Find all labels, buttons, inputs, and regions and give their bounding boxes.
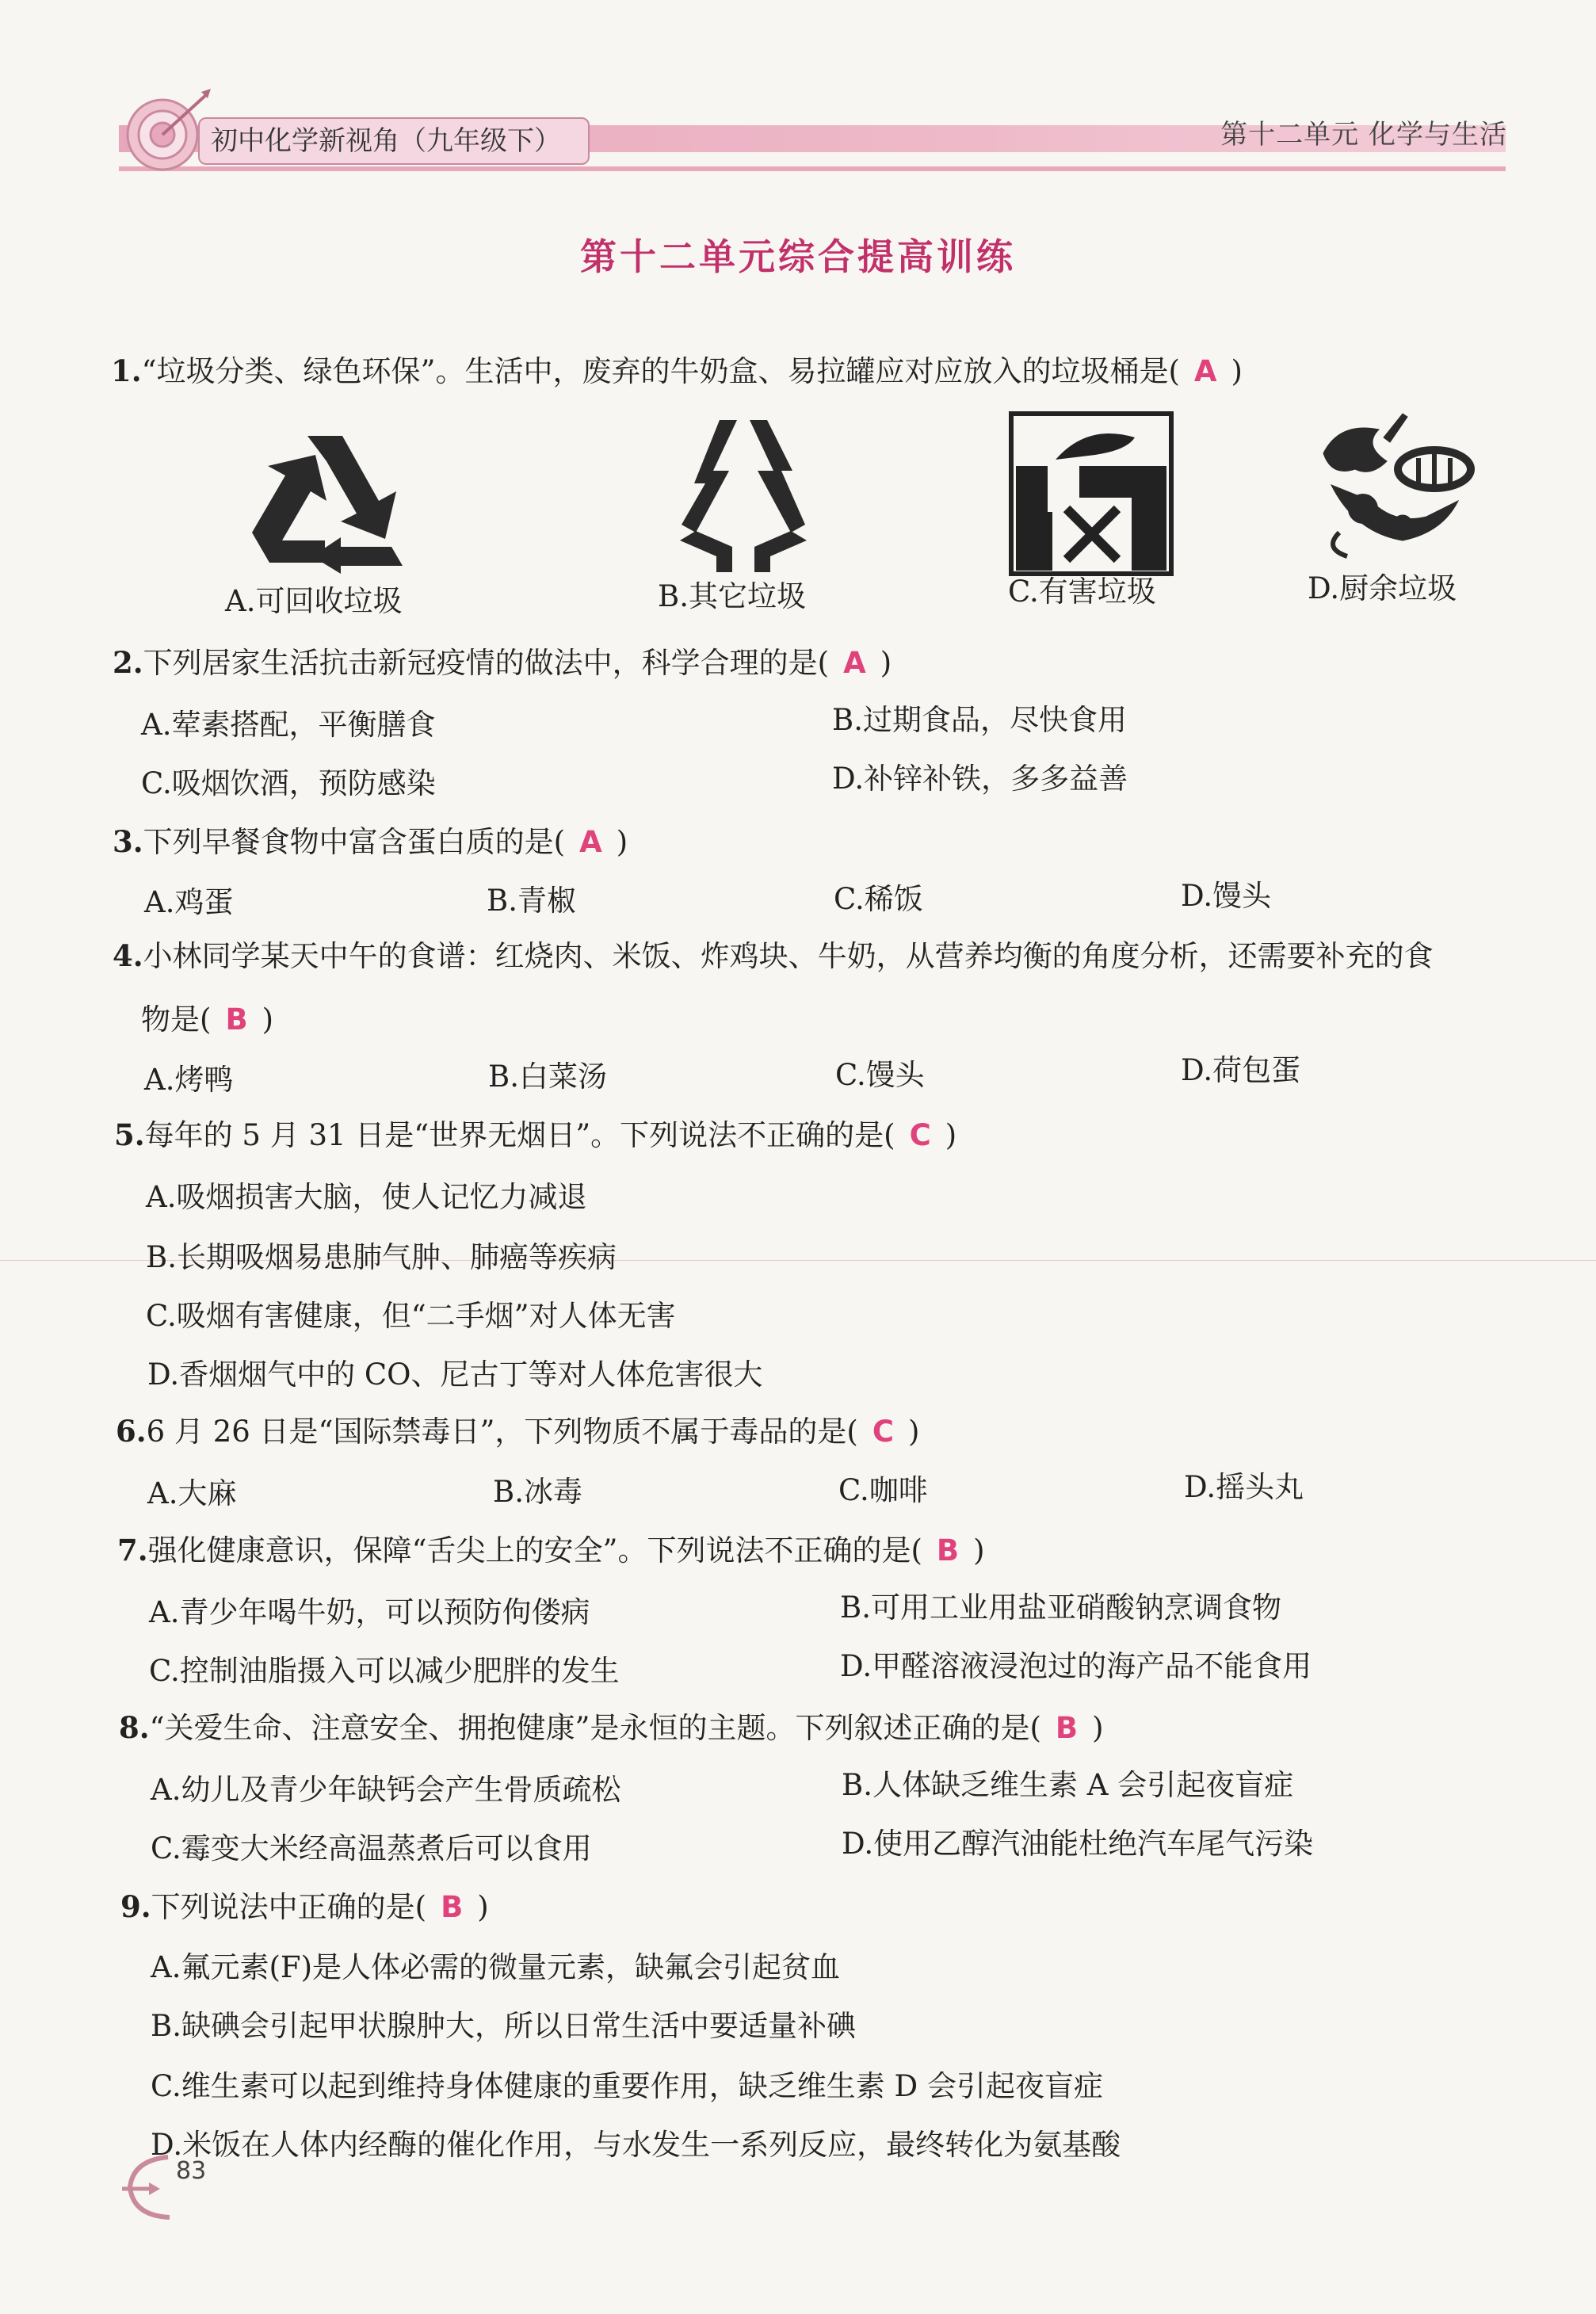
other-waste-icon (664, 414, 823, 580)
question-stem: 下列早餐食物中富含蛋白质的是( (143, 825, 566, 859)
unit-title: 第十二单元 化学与生活 (1220, 119, 1507, 151)
question-4 (113, 932, 1434, 975)
answer-mark: A (1193, 354, 1217, 388)
paren-close: ) (262, 1002, 274, 1037)
question-stem: 6 月 26 日是“国际禁毒日”，下列物质不属于毒品的是( (146, 1415, 858, 1449)
option: D.补锌补铁，多多益善 (832, 762, 1128, 796)
question-2 (113, 639, 892, 682)
page-number: 83 (176, 2157, 207, 2185)
page-title: 第十二单元综合提高训练 (580, 235, 1016, 278)
question-number: 4. (113, 938, 143, 973)
option: D.摇头丸 (1184, 1470, 1304, 1504)
question-number: 1. (111, 353, 142, 388)
option: B.人体缺乏维生素 A 会引起夜盲症 (842, 1768, 1294, 1802)
answer-mark: B (441, 1890, 464, 1924)
option: A.吸烟损害大脑，使人记忆力减退 (146, 1180, 587, 1214)
question-number: 6. (116, 1414, 147, 1449)
option: A.荤素搭配，平衡膳食 (141, 708, 436, 742)
question-number: 5. (114, 1117, 145, 1152)
option: D.甲醛溶液浸泡过的海产品不能食用 (840, 1649, 1312, 1683)
question-stem: 下列说法中正确的是( (151, 1890, 427, 1924)
option: A.氟元素(F)是人体必需的微量元素，缺氟会引起贫血 (151, 1950, 841, 1984)
answer-mark: B (1055, 1711, 1079, 1745)
question-3 (113, 818, 628, 861)
option: D.馒头 (1181, 879, 1272, 913)
option: C.馒头 (835, 1058, 925, 1092)
paren-close: ) (880, 646, 892, 680)
paren-close: ) (1231, 354, 1243, 388)
paren-close: ) (907, 1415, 920, 1449)
question-number: 3. (113, 824, 143, 859)
hazardous-waste-icon (1008, 410, 1174, 577)
header-rule (119, 166, 1506, 171)
option: C.稀饭 (834, 882, 923, 916)
option: A.鸡蛋 (144, 885, 234, 919)
option: C.霉变大米经高温蒸煮后可以食用 (151, 1831, 592, 1865)
question-6 (116, 1407, 919, 1450)
question-9 (120, 1883, 489, 1926)
answer-mark: C (872, 1415, 894, 1449)
option: A.大麻 (147, 1476, 237, 1510)
option: B.可用工业用盐亚硝酸钠烹调食物 (840, 1590, 1281, 1625)
option: B.过期食品，尽快食用 (832, 703, 1127, 737)
question-number: 8. (119, 1710, 150, 1745)
question-8 (119, 1704, 1104, 1747)
paren-close: ) (945, 1118, 957, 1152)
question-stem: “垃圾分类、绿色环保”。生活中，废弃的牛奶盒、易拉罐应对应放入的垃圾桶是( (141, 354, 1180, 388)
option: C.咖啡 (838, 1473, 928, 1507)
option-c-caption: C.有害垃圾 (1008, 575, 1156, 609)
option: D.荷包蛋 (1181, 1053, 1301, 1087)
question-5 (114, 1111, 956, 1154)
question-number: 9. (120, 1889, 151, 1924)
option: C.控制油脂摄入可以减少肥胖的发生 (149, 1654, 620, 1688)
book-title: 初中化学新视角（九年级下） (198, 117, 590, 165)
option-d-caption: D.厨余垃圾 (1308, 571, 1457, 605)
paren-close: ) (1092, 1711, 1104, 1745)
question-1 (111, 347, 1243, 390)
option: C.维生素可以起到维持身体健康的重要作用，缺乏维生素 D 会引起夜盲症 (151, 2069, 1103, 2103)
answer-mark: B (225, 1002, 248, 1037)
question-stem: 强化健康意识，保障“舌尖上的安全”。下列说法不正确的是( (147, 1533, 922, 1567)
option: D.米饭在人体内经酶的催化作用，与水发生一系列反应，最终转化为氨基酸 (151, 2128, 1121, 2162)
question-stem: 小林同学某天中午的食谱：红烧肉、米饭、炸鸡块、牛奶，从营养均衡的角度分析，还需要补充的食 (143, 939, 1434, 973)
option: B.缺碘会引起甲状腺肿大，所以日常生活中要适量补碘 (151, 2009, 856, 2043)
option: A.幼儿及青少年缺钙会产生骨质疏松 (151, 1773, 621, 1807)
option-a-caption: A.可回收垃圾 (225, 584, 403, 618)
question-stem: “关爱生命、注意安全、拥抱健康”是永恒的主题。下列叙述正确的是( (149, 1711, 1041, 1745)
question-stem: 物是( (141, 1002, 212, 1037)
option-b-caption: B.其它垃圾 (658, 579, 806, 613)
option: B.冰毒 (493, 1475, 582, 1509)
recycle-icon (238, 428, 412, 578)
paren-close: ) (616, 825, 628, 859)
question-4-cont (141, 995, 273, 1038)
option: B.白菜汤 (488, 1060, 607, 1094)
answer-mark: A (579, 825, 602, 859)
option: C.吸烟有害健康，但“二手烟”对人体无害 (146, 1299, 676, 1333)
paren-close: ) (477, 1890, 489, 1924)
option: D.使用乙醇汽油能杜绝汽车尾气污染 (842, 1827, 1314, 1861)
question-stem: 下列居家生活抗击新冠疫情的做法中，科学合理的是( (143, 646, 830, 680)
question-number: 7. (117, 1533, 148, 1567)
answer-mark: A (843, 646, 866, 680)
kitchen-waste-icon (1308, 406, 1482, 564)
paren-close: ) (973, 1533, 985, 1567)
option: B.长期吸烟易患肺气肿、肺癌等疾病 (146, 1240, 617, 1274)
question-stem: 每年的 5 月 31 日是“世界无烟日”。下列说法不正确的是( (144, 1118, 895, 1152)
option: B.青椒 (487, 884, 576, 918)
option: A.烤鸭 (144, 1063, 234, 1097)
option: C.吸烟饮酒，预防感染 (141, 766, 436, 800)
question-7 (117, 1526, 985, 1569)
question-number: 2. (113, 645, 143, 680)
answer-mark: B (936, 1533, 960, 1567)
answer-mark: C (909, 1118, 931, 1152)
option: D.香烟烟气中的 CO、尼古丁等对人体危害很大 (147, 1357, 763, 1392)
option: A.青少年喝牛奶，可以预防佝偻病 (149, 1595, 590, 1629)
